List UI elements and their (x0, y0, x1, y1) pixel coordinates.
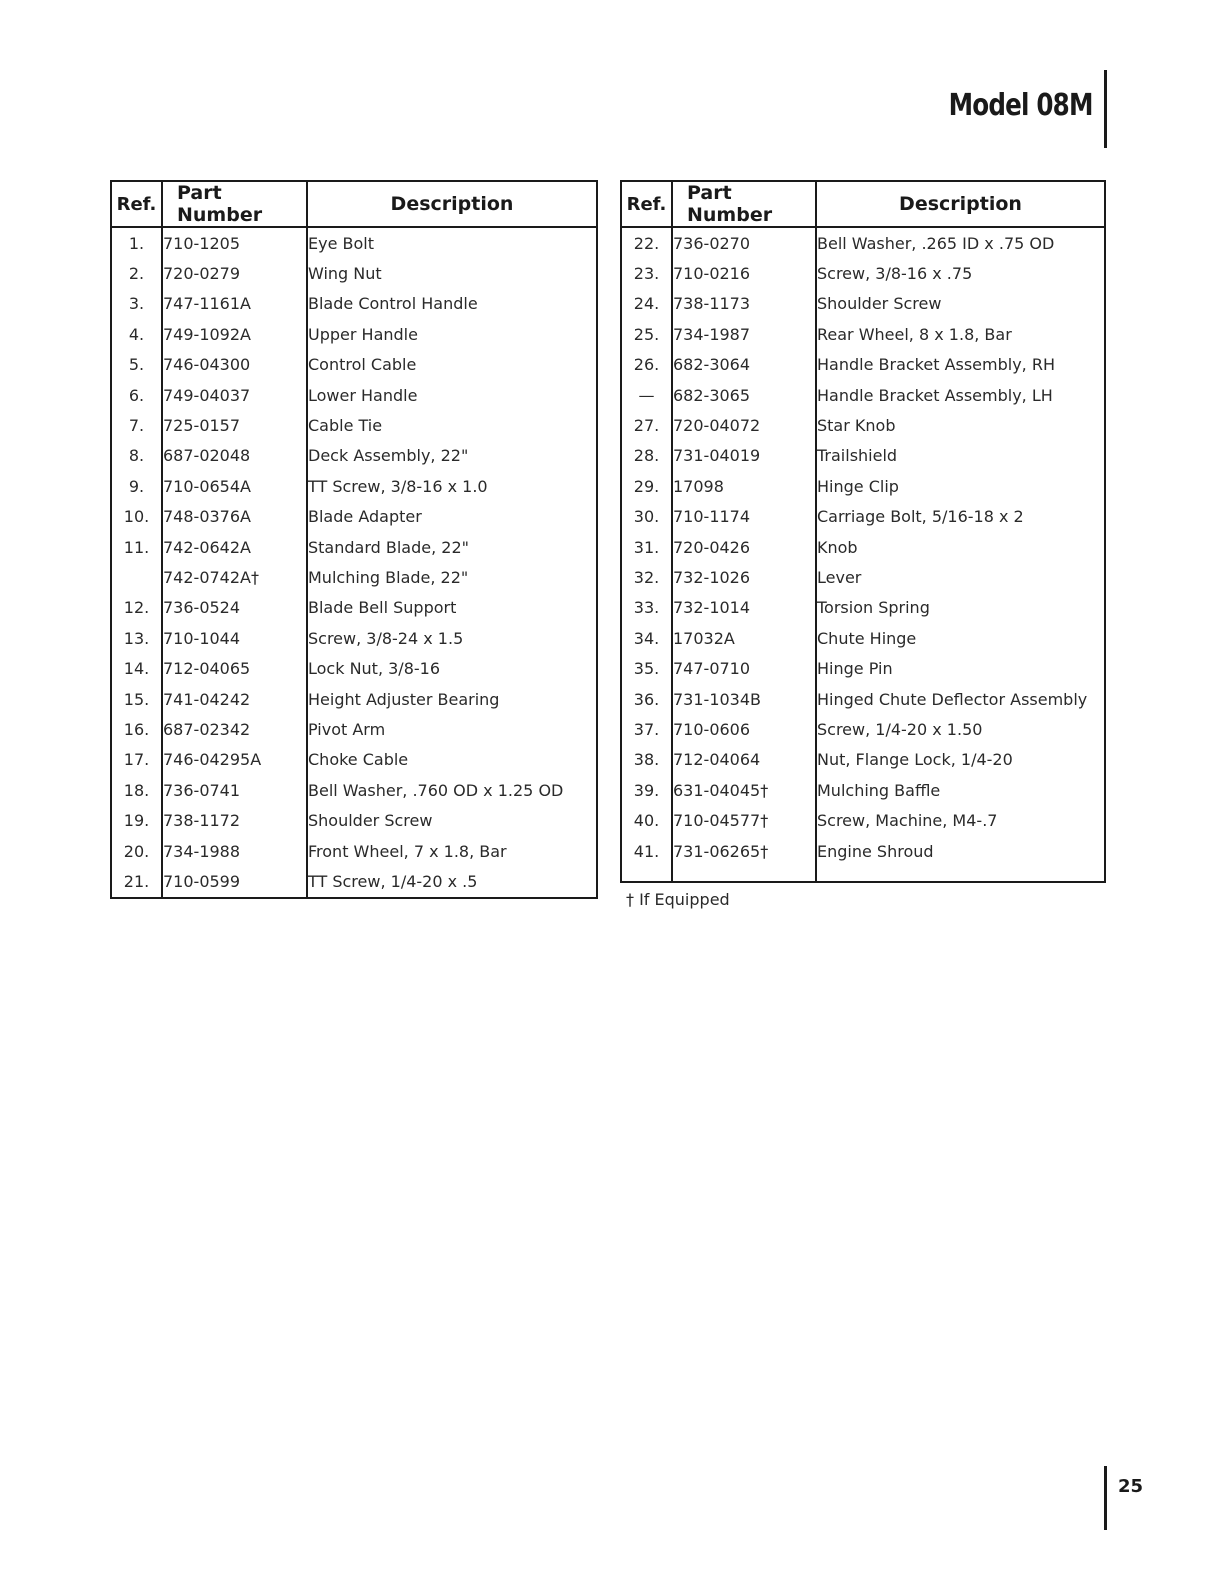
cell-description: Rear Wheel, 8 x 1.8, Bar (817, 324, 1012, 344)
cell-part-number: 731-06265† (672, 836, 816, 866)
cell-description: Shoulder Screw (308, 811, 433, 831)
table-row (621, 258, 1105, 288)
cell-part-number: 631-04045† (672, 775, 816, 805)
model-title: Model 08M (948, 88, 1093, 123)
cell-ref: 24. (621, 289, 672, 319)
cell-part-number: 746-04295A (162, 745, 307, 775)
table-row (111, 350, 597, 380)
cell-ref: 23. (621, 258, 672, 288)
parts-table-right (620, 180, 1106, 883)
cell-ref: 40. (621, 805, 672, 835)
cell-part-number: 736-0270 (672, 227, 816, 258)
table-row (621, 684, 1105, 714)
table-row (111, 380, 597, 410)
cell-description: Engine Shroud (817, 841, 934, 861)
cell-description: Upper Handle (308, 324, 418, 344)
cell-ref: — (621, 380, 672, 410)
empty-cell (621, 866, 672, 882)
cell-ref: 35. (621, 653, 672, 683)
cell-description: Lower Handle (308, 385, 418, 405)
table-row (621, 227, 1105, 258)
table-row (111, 836, 597, 866)
table-row (621, 532, 1105, 562)
cell-description: Hinge Clip (817, 476, 899, 496)
cell-description: Mulching Baffle (817, 780, 941, 800)
column-header-description: Description (307, 181, 597, 227)
cell-description: Bell Washer, .760 OD x 1.25 OD (308, 780, 564, 800)
cell-ref: 11. (111, 532, 162, 562)
table-row (111, 562, 597, 592)
cell-ref: 12. (111, 593, 162, 623)
table-row (621, 410, 1105, 440)
cell-ref: 41. (621, 836, 672, 866)
table-row (621, 502, 1105, 532)
cell-ref: 17. (111, 745, 162, 775)
cell-description: Blade Control Handle (308, 294, 478, 314)
cell-part-number: 746-04300 (162, 350, 307, 380)
cell-part-number: 736-0741 (162, 775, 307, 805)
table-row (111, 502, 597, 532)
column-header-part-number: Part Number (672, 181, 816, 227)
table-row (621, 775, 1105, 805)
cell-ref: 36. (621, 684, 672, 714)
cell-description: Knob (817, 537, 858, 557)
empty-cell (816, 866, 1105, 882)
table-filler-row (621, 866, 1105, 882)
cell-part-number: 725-0157 (162, 410, 307, 440)
cell-ref: 6. (111, 380, 162, 410)
table-row (111, 805, 597, 835)
cell-part-number: 742-0642A (162, 532, 307, 562)
table-row (111, 653, 597, 683)
cell-ref: 5. (111, 350, 162, 380)
cell-description: Screw, 3/8-16 x .75 (817, 264, 973, 284)
table-row (111, 714, 597, 744)
cell-ref: 38. (621, 745, 672, 775)
cell-description: Carriage Bolt, 5/16-18 x 2 (817, 507, 1024, 527)
table-row (621, 653, 1105, 683)
cell-part-number: 710-1174 (672, 502, 816, 532)
column-header-part-number: Part Number (162, 181, 307, 227)
cell-ref: 20. (111, 836, 162, 866)
table-row (621, 471, 1105, 501)
table-row (621, 289, 1105, 319)
table-row (621, 319, 1105, 349)
cell-description: Nut, Flange Lock, 1/4-20 (817, 750, 1013, 770)
cell-part-number: 720-0279 (162, 258, 307, 288)
cell-ref: 1. (111, 227, 162, 258)
table-row (621, 350, 1105, 380)
table-row (111, 410, 597, 440)
cell-description: Lock Nut, 3/8-16 (308, 659, 441, 679)
table-row (111, 623, 597, 653)
cell-part-number: 710-0654A (162, 471, 307, 501)
cell-part-number: 747-0710 (672, 653, 816, 683)
cell-ref: 27. (621, 410, 672, 440)
cell-ref: 21. (111, 866, 162, 897)
cell-part-number: 710-0216 (672, 258, 816, 288)
table-row (621, 836, 1105, 866)
table-row (111, 684, 597, 714)
table-row (111, 258, 597, 288)
cell-part-number: 17032A (672, 623, 816, 653)
cell-ref: 32. (621, 562, 672, 592)
footnote-if-equipped: † If Equipped (626, 890, 730, 909)
cell-ref: 19. (111, 805, 162, 835)
cell-description: Eye Bolt (308, 233, 374, 253)
cell-part-number: 731-1034B (672, 684, 816, 714)
cell-part-number: 749-04037 (162, 380, 307, 410)
cell-ref: 7. (111, 410, 162, 440)
cell-description: Cable Tie (308, 416, 383, 436)
cell-description: Front Wheel, 7 x 1.8, Bar (308, 841, 507, 861)
cell-part-number: 687-02342 (162, 714, 307, 744)
table-row (111, 289, 597, 319)
cell-part-number: 736-0524 (162, 593, 307, 623)
cell-part-number: 732-1014 (672, 593, 816, 623)
column-header-ref: Ref. (621, 181, 672, 227)
cell-part-number: 712-04064 (672, 745, 816, 775)
parts-table-left-body (111, 227, 597, 898)
cell-description: Deck Assembly, 22" (308, 446, 469, 466)
table-row (111, 593, 597, 623)
cell-description: Trailshield (817, 446, 898, 466)
cell-part-number: 738-1172 (162, 805, 307, 835)
table-header-row (621, 181, 1105, 227)
cell-ref: 30. (621, 502, 672, 532)
table-row (621, 745, 1105, 775)
column-header-description: Description (816, 181, 1105, 227)
cell-description: Control Cable (308, 355, 417, 375)
cell-ref: 25. (621, 319, 672, 349)
cell-part-number: 720-04072 (672, 410, 816, 440)
cell-part-number: 742-0742A† (162, 562, 307, 592)
cell-description: Hinged Chute Deflector Assembly (817, 689, 1088, 709)
table-row (621, 805, 1105, 835)
cell-ref: 37. (621, 714, 672, 744)
cell-part-number: 17098 (672, 471, 816, 501)
cell-part-number: 710-04577† (672, 805, 816, 835)
cell-part-number: 732-1026 (672, 562, 816, 592)
table-header-row (111, 181, 597, 227)
cell-description: Star Knob (817, 416, 896, 436)
cell-description: Handle Bracket Assembly, LH (817, 385, 1053, 405)
cell-description: Shoulder Screw (817, 294, 942, 314)
cell-description: Lever (817, 567, 862, 587)
cell-description: Mulching Blade, 22" (308, 567, 469, 587)
cell-description: Bell Washer, .265 ID x .75 OD (817, 233, 1055, 253)
cell-ref: 2. (111, 258, 162, 288)
empty-cell (672, 866, 816, 882)
title-divider-bar (1104, 70, 1107, 148)
cell-ref: 3. (111, 289, 162, 319)
cell-part-number: 738-1173 (672, 289, 816, 319)
cell-part-number: 710-1205 (162, 227, 307, 258)
cell-ref: 18. (111, 775, 162, 805)
cell-description: Height Adjuster Bearing (308, 689, 500, 709)
cell-ref: 28. (621, 441, 672, 471)
cell-description: Hinge Pin (817, 659, 893, 679)
cell-part-number: 741-04242 (162, 684, 307, 714)
cell-part-number: 710-0599 (162, 866, 307, 897)
table-row (111, 441, 597, 471)
cell-ref: 22. (621, 227, 672, 258)
cell-description: Wing Nut (308, 264, 382, 284)
table-row (621, 714, 1105, 744)
cell-description: Torsion Spring (817, 598, 930, 618)
cell-ref: 10. (111, 502, 162, 532)
cell-part-number: 734-1988 (162, 836, 307, 866)
cell-part-number: 748-0376A (162, 502, 307, 532)
cell-description: Blade Adapter (308, 507, 422, 527)
cell-ref: 34. (621, 623, 672, 653)
cell-description: Screw, 3/8-24 x 1.5 (308, 628, 464, 648)
cell-part-number: 687-02048 (162, 441, 307, 471)
cell-description: Screw, Machine, M4-.7 (817, 811, 998, 831)
cell-part-number: 749-1092A (162, 319, 307, 349)
cell-description: Screw, 1/4-20 x 1.50 (817, 719, 983, 739)
cell-part-number: 710-0606 (672, 714, 816, 744)
cell-ref: 15. (111, 684, 162, 714)
cell-description: Choke Cable (308, 750, 409, 770)
table-row (111, 471, 597, 501)
table-row (111, 745, 597, 775)
page-number: 25 (1118, 1476, 1144, 1497)
table-row (111, 532, 597, 562)
cell-description: Handle Bracket Assembly, RH (817, 355, 1055, 375)
column-header-ref: Ref. (111, 181, 162, 227)
table-row (111, 866, 597, 897)
page-number-divider-bar (1104, 1466, 1107, 1530)
cell-ref: 14. (111, 653, 162, 683)
cell-description: Chute Hinge (817, 628, 917, 648)
table-row (621, 380, 1105, 410)
cell-ref (111, 562, 162, 592)
cell-part-number: 747-1161A (162, 289, 307, 319)
table-row (111, 775, 597, 805)
table-row (621, 562, 1105, 592)
cell-part-number: 731-04019 (672, 441, 816, 471)
cell-ref: 33. (621, 593, 672, 623)
cell-ref: 16. (111, 714, 162, 744)
cell-description: TT Screw, 1/4-20 x .5 (308, 871, 478, 891)
cell-description: Standard Blade, 22" (308, 537, 469, 557)
cell-part-number: 734-1987 (672, 319, 816, 349)
cell-ref: 39. (621, 775, 672, 805)
cell-part-number: 682-3065 (672, 380, 816, 410)
cell-description: TT Screw, 3/8-16 x 1.0 (308, 476, 488, 496)
cell-ref: 8. (111, 441, 162, 471)
parts-table-right-body (621, 227, 1105, 882)
cell-part-number: 712-04065 (162, 653, 307, 683)
table-row (621, 441, 1105, 471)
table-row (621, 593, 1105, 623)
table-row (621, 623, 1105, 653)
cell-description: Pivot Arm (308, 719, 386, 739)
cell-ref: 9. (111, 471, 162, 501)
cell-part-number: 682-3064 (672, 350, 816, 380)
cell-ref: 29. (621, 471, 672, 501)
parts-table-left (110, 180, 598, 899)
cell-part-number: 710-1044 (162, 623, 307, 653)
cell-part-number: 720-0426 (672, 532, 816, 562)
cell-description: Blade Bell Support (308, 598, 457, 618)
cell-ref: 26. (621, 350, 672, 380)
cell-ref: 4. (111, 319, 162, 349)
cell-ref: 31. (621, 532, 672, 562)
cell-ref: 13. (111, 623, 162, 653)
table-row (111, 227, 597, 258)
table-row (111, 319, 597, 349)
